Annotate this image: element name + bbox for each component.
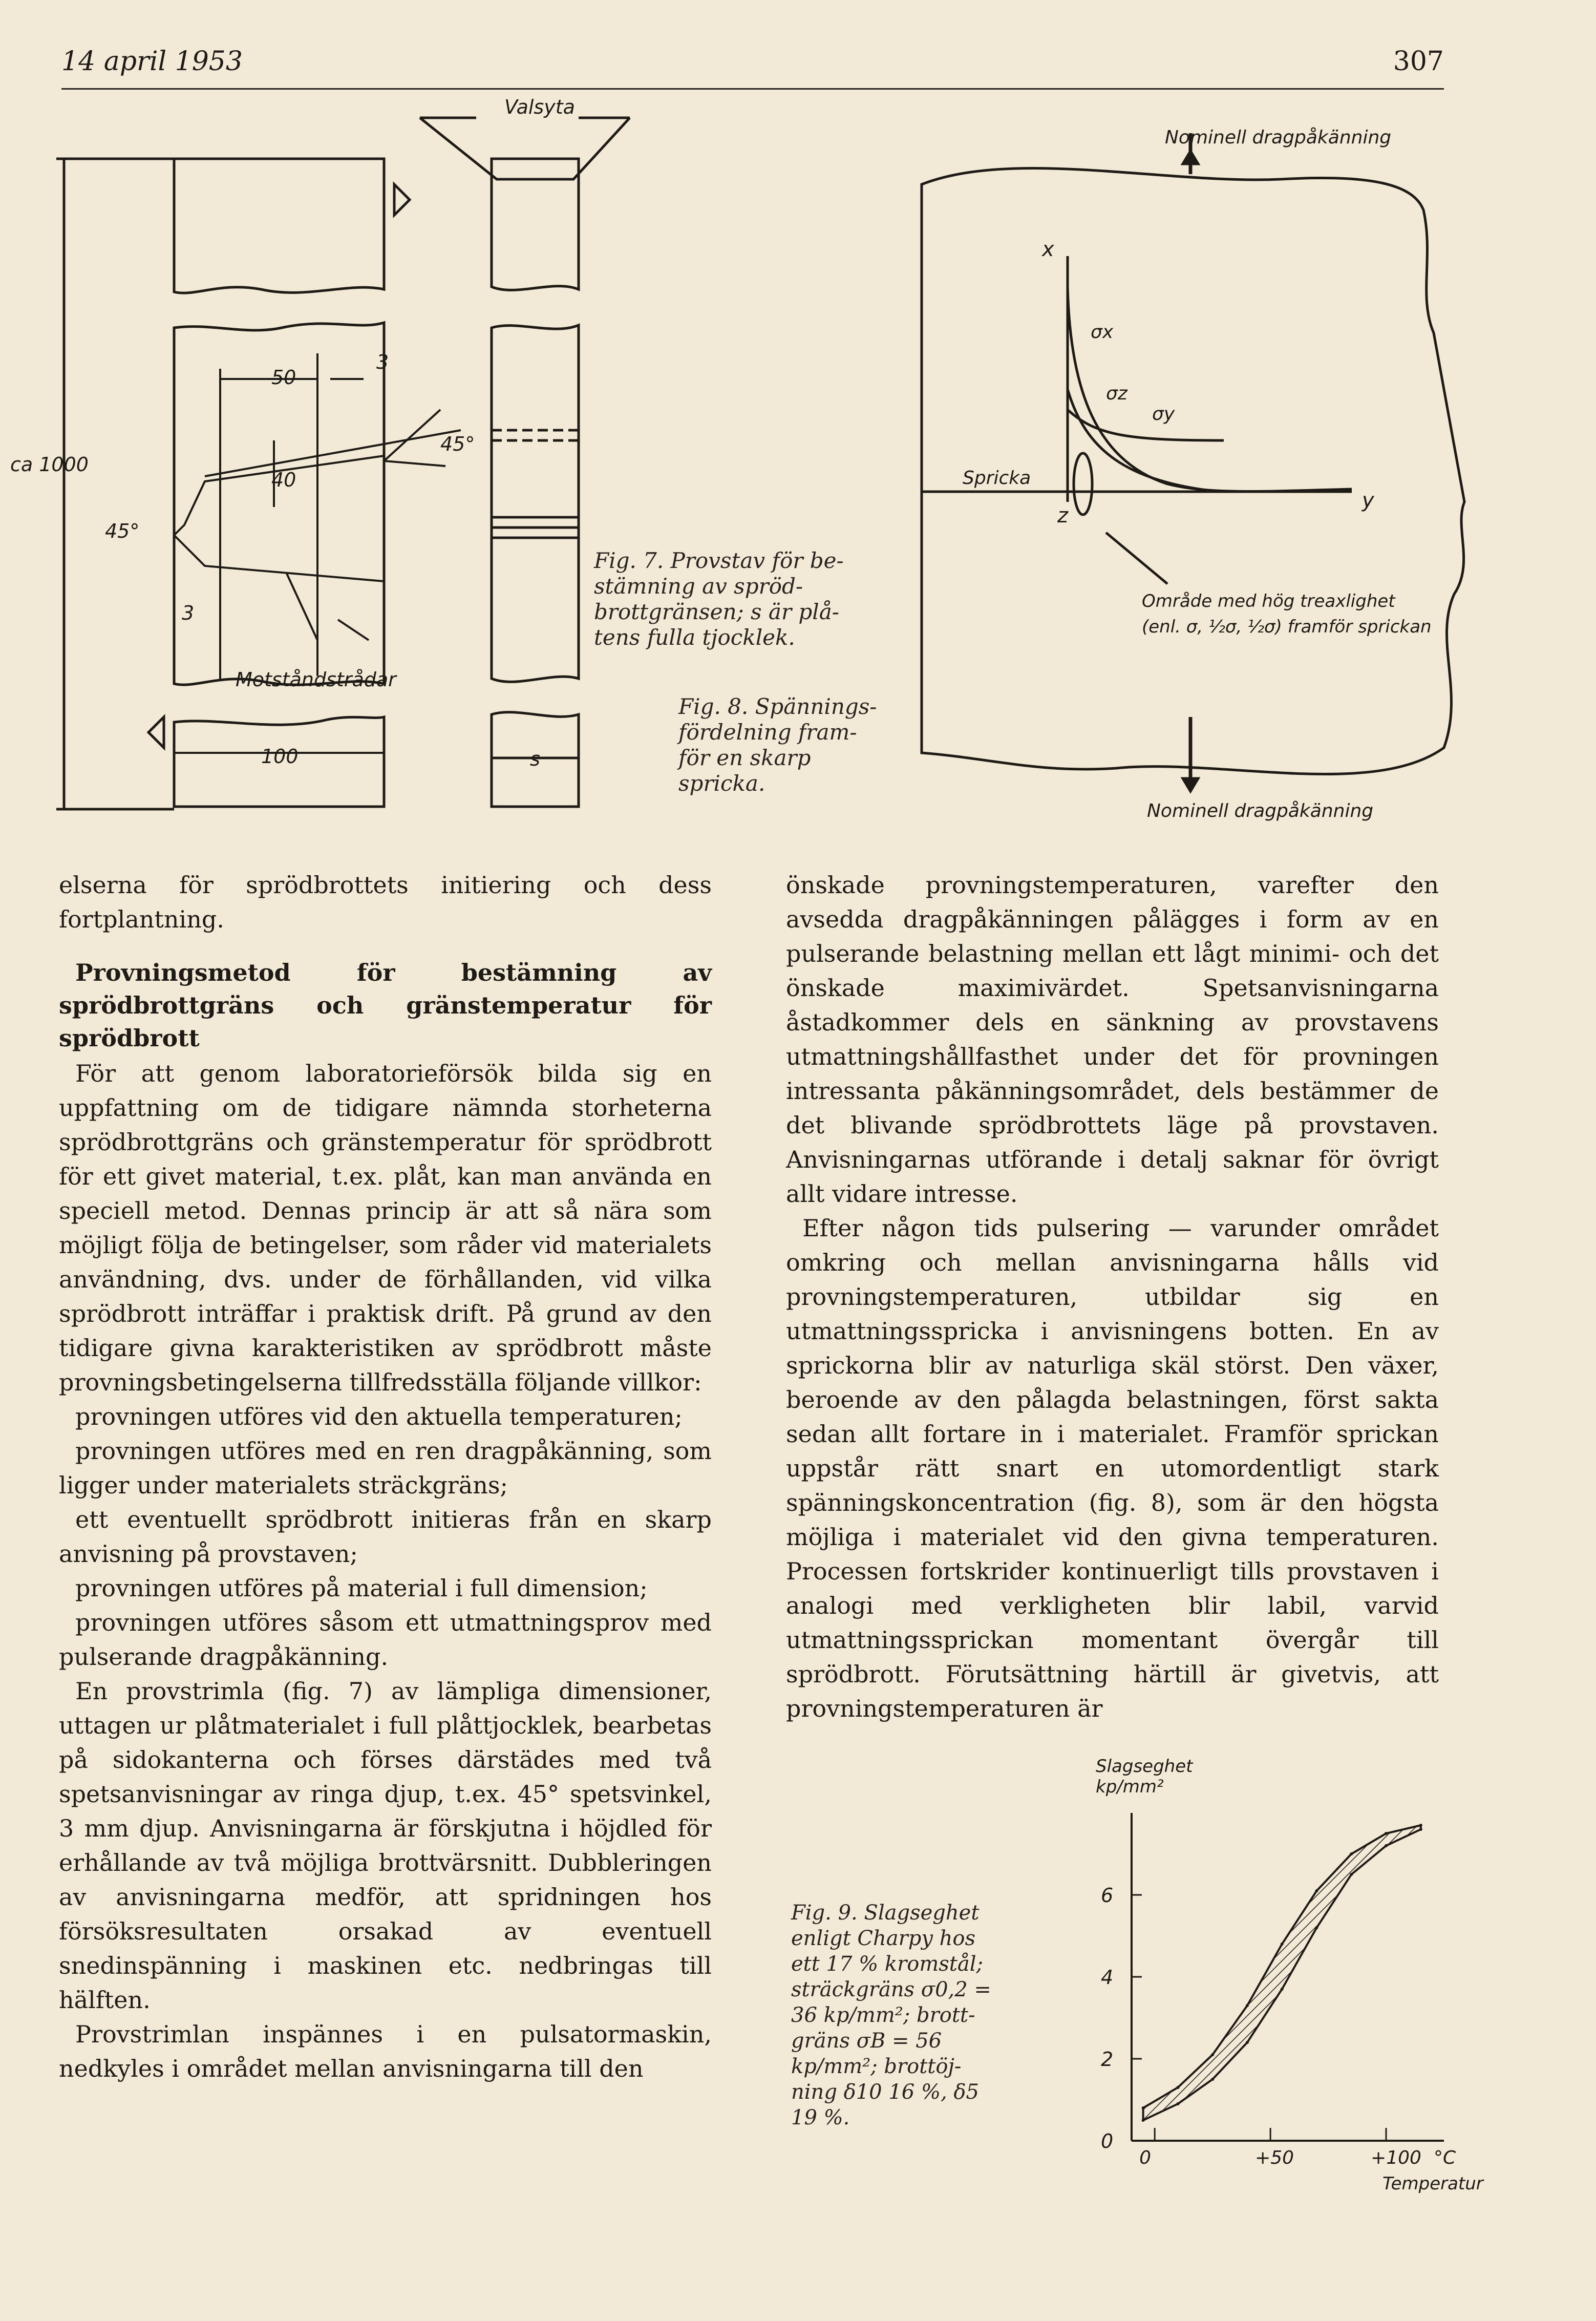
- fig9-point-lower: [1281, 1988, 1284, 1991]
- fig9-y-tick-label: 6: [1101, 1884, 1114, 1907]
- fig8-caption: Fig. 8. Spännings- fördelning fram- för en skarp spricka.: [678, 694, 877, 796]
- fig9-plot-area: [1101, 1813, 1456, 2168]
- label-nominell-top: Nominell dragpåkänning: [1165, 127, 1392, 148]
- header-date: 14 april 1953: [61, 46, 243, 77]
- label-3-left: 3: [182, 602, 195, 624]
- right-paragraph-1: önskade provningstemperaturen, varefter den avsedda dragpåkänningen pålägges i form av en pulserande belastning mellan ett lågt minimi- och det önskade maximivärdet. Spetsanvisningarna åstadkommer dels en sänkning av provstavens utmattningshållfasthet under det för provningen intressanta påkänningsområdet, dels bestämmer de det blivande sprödbrottets läge på provstaven. Anvisningarnas utförande i detalj saknar för övrigt allt vidare intresse.: [786, 871, 1439, 1208]
- fig7-caption: Fig. 7. Provstav för be- stämning av spröd- brottgränsen; s är plå- tens fulla tjocklek.: [594, 548, 844, 650]
- fig9-x-unit: °C: [1434, 2147, 1456, 2168]
- fig9-ylabel-1: Slagseghet: [1096, 1756, 1193, 1777]
- fig8-plate: [922, 133, 1464, 791]
- right-column: [786, 868, 1439, 1722]
- left-column: [59, 868, 712, 2138]
- fig9-point-upper: [1142, 2106, 1145, 2109]
- label-s: s: [530, 748, 540, 770]
- condition-4: provningen utföres på material i full dimension;: [75, 1574, 648, 1602]
- fig9-point-upper: [1385, 1832, 1388, 1835]
- label-nominell-bottom: Nominell dragpåkänning: [1147, 800, 1374, 821]
- fig9-caption: Fig. 9. Slagseghet enligt Charpy hos ett 17 % kromstål; sträckgräns σ0,2 = 36 kp/mm²; brott- gräns σB = 56 kp/mm²; brottöj- ning δ10 16 %, δ5 19 %.: [791, 1901, 991, 2129]
- fig9-point-lower: [1246, 2041, 1249, 2044]
- label-45-left: 45°: [105, 520, 140, 542]
- fig9-y-tick-label: 4: [1101, 1966, 1114, 1989]
- header-rule: [61, 88, 1444, 90]
- label-valsyta: Valsyta: [504, 96, 575, 118]
- fig9-point-lower: [1419, 1828, 1422, 1831]
- fig9-ylabel-2: kp/mm²: [1096, 1777, 1164, 1797]
- label-z: z: [1057, 504, 1068, 528]
- fig9-x-tick-label: +50: [1255, 2147, 1294, 2168]
- label-45-right: 45°: [440, 433, 475, 455]
- condition-3: ett eventuellt sprödbrott initieras från en skarp anvisning på provstaven;: [59, 1506, 712, 1568]
- page-header: [61, 41, 1444, 82]
- label-100: 100: [261, 745, 299, 768]
- label-40: 40: [271, 469, 296, 491]
- fig9-point-upper: [1315, 1889, 1318, 1892]
- fig9-point-lower: [1385, 1844, 1388, 1847]
- left-paragraph-2: För att genom laboratorieförsök bilda sig en uppfattning om de tidigare nämnda storheterna sprödbrottgräns och gränstemperatur för sprödbrott för ett givet material, t.ex. plåt, kan man använda en speciell metod. Dennas princip är att så nära som möjligt följa de betingelser, som råder vid materialets användning, dvs. under de förhållanden, vid vilka sprödbrott inträffar i praktisk drift. På grund av den tidigare givna karakteristiken av sprödbrott måste provningsbetingelserna tillfredsställa följande villkor:: [59, 1060, 712, 1396]
- label-sigma-x: σx: [1091, 322, 1114, 343]
- fig9-x-tick-label: +100: [1371, 2147, 1421, 2168]
- label-sigma-z: σz: [1106, 383, 1127, 404]
- label-omrade: Område med hög treaxlighet: [1142, 591, 1395, 611]
- label-sigma-y: σy: [1152, 404, 1175, 425]
- fig9-point-upper: [1281, 1943, 1284, 1946]
- fig9-point-lower: [1211, 2078, 1214, 2081]
- fig9-point-upper: [1211, 2053, 1214, 2056]
- left-paragraph-3: En provstrimla (fig. 7) av lämpliga dimensioner, uttagen ur plåtmaterialet i full plåttjocklek, bearbetas på sidokanterna och förses därstädes med två spetsanvisningar av ringa djup, t.ex. 45° spetsvinkel, 3 mm djup. Anvisningarna är förskjutna i höjdled för erhållande av två möjliga brottvärsnitt. Dubbleringen av anvisningarna medför, att spridningen hos försöksresultaten orsakad av eventuell snedinspänning i maskinen etc. nedbringas till hälften.: [59, 1677, 712, 2014]
- label-y: y: [1362, 489, 1374, 512]
- label-3-top: 3: [376, 351, 389, 373]
- label-spricka: Spricka: [963, 468, 1031, 489]
- fig9-xlabel: Temperatur: [1382, 2174, 1483, 2194]
- figure-area: [10, 96, 1459, 835]
- page-number: 307: [1393, 46, 1444, 77]
- fig7-specimen-side: [420, 118, 630, 807]
- fig9-point-lower: [1142, 2119, 1145, 2122]
- fig9-y-tick-label: 0: [1101, 2130, 1114, 2153]
- left-paragraph-1: elserna för sprödbrottets initiering och dess fortplantning.: [59, 871, 712, 933]
- fig9-y-tick-label: 2: [1101, 2048, 1114, 2071]
- fig9-point-lower: [1176, 2102, 1179, 2105]
- label-50: 50: [271, 366, 296, 389]
- section-heading: Provningsmetod för bestämning av sprödbrottgräns och gränstemperatur för sprödbrott: [59, 959, 712, 1052]
- fig9-point-lower: [1315, 1926, 1318, 1929]
- fig9-point-upper: [1176, 2086, 1179, 2089]
- fig7-notches: [174, 353, 461, 753]
- right-paragraph-2: Efter någon tids pulsering — varunder området omkring och mellan anvisningarna hålls vid provningstemperaturen, utbildar sig en utmattningsspricka i anvisningens botten. En av sprickorna blir av naturliga skäl störst. Den växer, beroende av den pålagda belastningen, först sakta sedan allt fortare in i materialet. Framför sprickan uppstår rätt snart en utomordentligt stark spänningskoncentration (fig. 8), som är den högsta möjliga i materialet vid den givna temperaturen. Processen fortskrider kontinuerligt tills provstaven i analogi med verkligheten blir labil, varvid utmattningssprickan momentant övergår till sprödbrott. Förutsättning härtill är givetvis, att provningstemperaturen är: [786, 1214, 1439, 1722]
- left-paragraph-4: Provstrimlan inspännes i en pulsatormaskin, nedkyles i området mellan anvisningarna till den: [59, 2020, 712, 2082]
- fig9-point-upper: [1419, 1824, 1422, 1827]
- fig9-point-upper: [1350, 1852, 1353, 1855]
- fig9-point-lower: [1350, 1873, 1353, 1876]
- fig9-scatter-band: [1143, 1825, 1421, 2120]
- label-ca1000: ca 1000: [10, 453, 89, 476]
- dim-ca1000: [56, 159, 174, 809]
- fig9-chart: [1055, 1752, 1483, 2212]
- label-x: x: [1042, 238, 1054, 261]
- label-motstandstradar: Motståndstrådar: [236, 668, 396, 691]
- label-enl: (enl. σ, ½σ, ½σ) framför sprickan: [1142, 617, 1432, 637]
- condition-1: provningen utföres vid den aktuella temperaturen;: [75, 1403, 683, 1430]
- condition-2: provningen utföres med en ren dragpåkänning, som ligger under materialets sträckgräns;: [59, 1437, 712, 1499]
- fig9-x-tick-label: 0: [1139, 2147, 1152, 2168]
- fig9-point-upper: [1246, 2004, 1249, 2007]
- condition-5: provningen utföres såsom ett utmattningsprov med pulserande dragpåkänning.: [59, 1609, 712, 1671]
